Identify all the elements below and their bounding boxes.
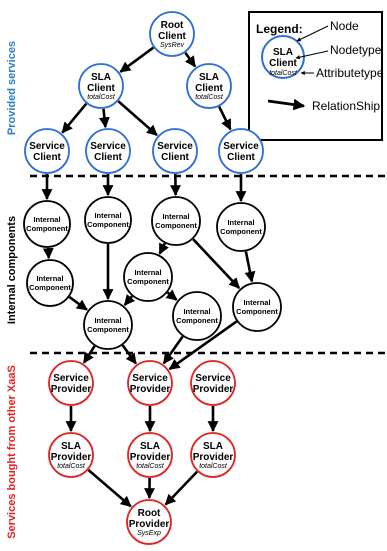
node-label-service-client-4-line1: Service: [223, 141, 259, 152]
node-internal-9: [233, 283, 281, 331]
legend-attributetype-label: Attributetype: [316, 66, 384, 80]
node-label-sla-client-2-line1: SLA: [199, 72, 219, 83]
node-label-root-provider-line1: Root: [137, 508, 161, 519]
node-label-service-client-4-line2: Client: [227, 152, 255, 163]
node-label-root-client-line1: Root: [160, 20, 184, 31]
relationship-edge-sla-client-1-to-service-client-3: [118, 101, 157, 135]
relationship-edge-internal-7-to-service-provider-2: [123, 345, 136, 363]
relationship-edge-internal-1-to-internal-5: [48, 248, 49, 258]
node-label-internal-1-line2: Component: [26, 224, 68, 233]
node-label-service-client-1-line1: Service: [29, 141, 65, 152]
node-internal-6: [124, 253, 172, 301]
node-service-client-4: [219, 129, 263, 173]
legend-relationship-label: RelationShip: [312, 99, 381, 113]
relationship-edge-sla-provider-1-to-root-provider: [88, 470, 130, 506]
node-attribute-sla-client-2: totalCost: [195, 94, 223, 101]
node-label-internal-4-line1: Internal: [227, 218, 255, 227]
node-label-service-provider-3-line1: Service: [195, 373, 231, 384]
band-label-internal: Internal components: [6, 215, 18, 325]
node-service-client-1: [25, 129, 69, 173]
node-root-provider: [127, 500, 171, 544]
node-sla-client-2: [187, 64, 231, 108]
node-service-provider-2: [128, 361, 172, 405]
relationship-edge-internal-5-to-internal-7: [69, 297, 87, 310]
node-label-service-client-3-line2: Client: [161, 152, 189, 163]
node-label-sla-provider-2-line1: SLA: [140, 441, 160, 452]
node-label-internal-9-line2: Component: [236, 307, 278, 316]
node-attribute-sla-provider-2: totalCost: [136, 463, 164, 470]
node-label-sla-client-2-line2: Client: [195, 83, 223, 94]
node-attribute-sla-provider-1: totalCost: [57, 463, 85, 470]
node-service-client-2: [86, 129, 130, 173]
node-label-internal-3-line2: Component: [155, 221, 197, 230]
band-label-provided: Provided services: [6, 40, 18, 136]
node-label-service-client-2-line1: Service: [90, 141, 126, 152]
node-internal-5: [27, 260, 73, 306]
relationship-edge-sla-provider-3-to-root-provider: [166, 472, 198, 505]
node-attribute-sla-provider-3: totalCost: [199, 463, 227, 470]
node-label-sla-client-1-line2: Client: [87, 83, 115, 94]
node-label-internal-6-line2: Component: [127, 277, 169, 286]
node-label-service-client-3-line1: Service: [157, 141, 193, 152]
band-label-bought: Services bought from other XaaS: [6, 365, 18, 539]
node-label-service-provider-2-line1: Service: [132, 373, 168, 384]
node-label-sla-provider-3-line2: Provider: [192, 452, 234, 463]
node-label-internal-3-line1: Internal: [162, 212, 190, 221]
node-service-provider-3: [191, 361, 235, 405]
relationship-edge-root-client-to-sla-client-1: [120, 48, 153, 72]
legend: [249, 12, 384, 140]
node-label-root-client-line2: Client: [158, 31, 186, 42]
node-label-service-client-1-line2: Client: [33, 152, 61, 163]
node-label-internal-8-line1: Internal: [183, 307, 211, 316]
node-label-service-provider-1-line1: Service: [53, 373, 89, 384]
relationship-edge-internal-4-to-internal-9: [246, 252, 252, 282]
node-label-internal-2-line1: Internal: [94, 211, 122, 220]
node-sla-provider-2: [128, 433, 172, 477]
node-label-sla-provider-3-line1: SLA: [203, 441, 223, 452]
node-label-internal-1-line1: Internal: [33, 215, 61, 224]
node-label-service-provider-3-line2: Provider: [192, 384, 234, 395]
node-label-sla-provider-1-line2: Provider: [50, 452, 92, 463]
node-internal-1: [24, 201, 70, 247]
node-internal-8: [173, 292, 221, 340]
relationship-edge-sla-client-1-to-service-client-1: [62, 104, 86, 133]
node-sla-client-1: [79, 64, 123, 108]
node-label-internal-9-line1: Internal: [243, 298, 271, 307]
node-internal-7: [84, 301, 132, 349]
node-label-internal-4-line2: Component: [220, 227, 262, 236]
relationship-edge-internal-3-to-internal-6: [160, 243, 165, 253]
legend-sample-name-line1: SLA: [273, 47, 293, 58]
node-attribute-root-provider: SysExp: [137, 530, 161, 537]
legend-title: Legend:: [256, 22, 303, 36]
node-label-internal-2-line2: Component: [87, 220, 129, 229]
node-attribute-sla-client-1: totalCost: [87, 94, 115, 101]
node-label-service-provider-2-line2: Provider: [129, 384, 171, 395]
legend-node-label: Node: [330, 19, 359, 33]
node-label-service-provider-1-line2: Provider: [50, 384, 92, 395]
node-label-sla-provider-2-line2: Provider: [129, 452, 171, 463]
node-internal-4: [217, 203, 265, 251]
node-label-internal-5-line1: Internal: [36, 274, 64, 283]
node-service-provider-1: [49, 361, 93, 405]
relationship-edge-internal-6-to-internal-7: [125, 296, 132, 305]
legend-nodetype-label: Nodetype: [330, 43, 382, 57]
relationship-edge-sla-client-2-to-service-client-4: [219, 107, 230, 130]
node-label-internal-7-line1: Internal: [94, 316, 122, 325]
node-sla-provider-1: [49, 433, 93, 477]
node-internal-3: [152, 197, 200, 245]
nodes-layer: [24, 12, 281, 544]
node-service-client-3: [153, 129, 197, 173]
node-internal-2: [85, 197, 131, 243]
node-sla-provider-3: [191, 433, 235, 477]
relationship-edge-internal-7-to-service-provider-1: [84, 346, 95, 363]
node-attribute-root-client: SysRev: [159, 42, 185, 49]
node-label-internal-7-line2: Component: [87, 325, 129, 334]
node-label-service-client-2-line2: Client: [94, 152, 122, 163]
node-label-root-provider-line2: Provider: [128, 519, 170, 530]
node-root-client: [150, 12, 194, 56]
legend-sample-name-line2: Client: [269, 58, 297, 69]
legend-sample-attr: totalCost: [269, 70, 297, 77]
relationship-edge-internal-8-to-service-provider-2: [164, 336, 183, 363]
relationship-edge-internal-6-to-internal-8: [168, 293, 177, 300]
node-label-sla-client-1-line1: SLA: [91, 72, 111, 83]
node-label-internal-6-line1: Internal: [134, 268, 162, 277]
relationship-edge-root-client-to-sla-client-2: [185, 53, 195, 67]
node-label-internal-8-line2: Component: [176, 316, 218, 325]
node-label-internal-5-line2: Component: [29, 283, 71, 292]
relationship-edge-sla-client-1-to-service-client-2: [103, 109, 105, 127]
node-label-sla-provider-1-line1: SLA: [61, 441, 81, 452]
